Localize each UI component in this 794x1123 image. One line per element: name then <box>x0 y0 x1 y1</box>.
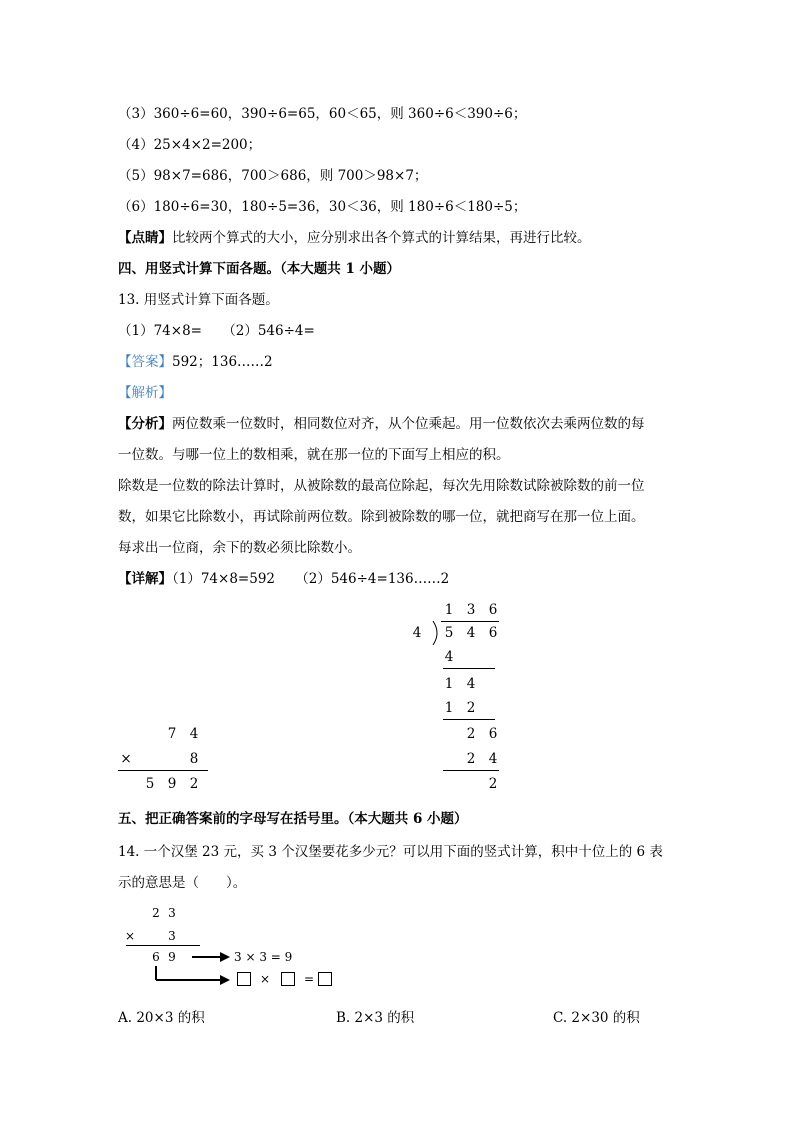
division-step-digit: 4 <box>444 649 454 665</box>
text-line: （6）180÷6=30，180÷5=36，30＜36，则 180÷6＜180÷5； <box>118 199 527 215</box>
answer-tag: 【答案】 <box>118 354 172 370</box>
dianjing-tag: 【点睛】 <box>118 230 172 246</box>
option-c[interactable]: C. 2×30 的积 <box>553 1010 640 1026</box>
division-step-digit: 4 <box>466 676 476 692</box>
section-4-title: 四、用竖式计算下面各题。（本大题共 1 小题） <box>118 261 401 277</box>
mult-rule <box>118 770 208 771</box>
division-step-digit: 2 <box>466 726 476 742</box>
division-step-digit: 6 <box>488 726 498 742</box>
mult-digit: 5 <box>145 776 155 792</box>
q13-stem: 13. 用竖式计算下面各题。 <box>118 292 279 308</box>
dividend-digit: 4 <box>466 625 476 641</box>
fig-digit: 3 <box>168 929 176 943</box>
division-bracket <box>431 621 443 645</box>
quotient-digit: 1 <box>444 602 454 618</box>
blank-box <box>237 972 251 986</box>
division-rule <box>443 668 495 669</box>
text-line: （4）25×4×2=200； <box>118 137 262 153</box>
fenxi-line: 除数是一位数的除法计算时，从被除数的最高位除起，每次先用除数试除被除数的前一位 <box>118 478 645 494</box>
dianjing-text: 比较两个算式的大小，应分别求出各个算式的计算结果，再进行比较。 <box>172 230 591 246</box>
mult-digit: 2 <box>189 776 199 792</box>
fenxi-line: 数，如果它比除数小，再试除前两位数。除到被除数的哪一位，就把商写在那一位上面。 <box>118 509 645 525</box>
fig-times: × <box>260 972 271 986</box>
dividend-digit: 5 <box>444 625 454 641</box>
fenxi-text: 两位数乘一位数时，相同数位对齐，从个位乘起。用一位数依次去乘两位数的每 <box>172 416 645 432</box>
answer-text: 592；136……2 <box>172 354 273 370</box>
blank-box <box>281 972 295 986</box>
fenxi-line: 一位数。与哪一位上的数相乘，就在那一位的下面写上相应的积。 <box>118 447 510 463</box>
division-rule <box>443 719 495 720</box>
mult-digit: 7 <box>167 726 177 742</box>
mult-sign: × <box>120 751 132 767</box>
fenxi-line: 每求出一位商，余下的数必须比除数小。 <box>118 540 361 556</box>
division-step-digit: 2 <box>466 751 476 767</box>
blank-box <box>318 972 332 986</box>
divisor-digit: 4 <box>412 625 422 641</box>
mult-digit: 8 <box>189 751 199 767</box>
mult-digit: 4 <box>189 726 199 742</box>
fig-equation: 3 × 3 = 9 <box>234 950 293 964</box>
division-rule <box>443 770 499 771</box>
jiexi-tag: 【解析】 <box>118 385 172 401</box>
quotient-digit: 6 <box>488 602 498 618</box>
xiangjie-paragraph <box>118 569 449 589</box>
fenxi-paragraph <box>118 414 645 434</box>
text-line: （5）98×7=686，700＞686，则 700＞98×7； <box>118 168 428 184</box>
fenxi-tag: 【分析】 <box>118 416 172 432</box>
fig-equals: = <box>304 972 315 986</box>
dianjing-paragraph <box>118 228 591 248</box>
remainder-digit: 2 <box>488 776 498 792</box>
fig-digit: 6 <box>152 950 160 964</box>
division-step-digit: 4 <box>488 751 498 767</box>
text-line: （3）360÷6=60，390÷6=65，60＜65，则 360÷6＜390÷6； <box>118 106 527 122</box>
fig-arrows <box>150 948 240 988</box>
fig-digit: 2 <box>152 906 160 920</box>
dividend-digit: 6 <box>488 625 498 641</box>
q14-stem: 14. 一个汉堡 23 元，买 3 个汉堡要花多少元？可以用下面的竖式计算，积中十位上的 6 表 <box>118 844 663 860</box>
xiangjie-tag: 【详解】 <box>118 571 172 587</box>
quotient-digit: 3 <box>466 602 476 618</box>
fig-rule <box>126 945 200 946</box>
option-a[interactable]: A. 20×3 的积 <box>118 1010 205 1026</box>
option-b[interactable]: B. 2×3 的积 <box>336 1010 415 1026</box>
division-top-rule <box>441 621 499 622</box>
fig-sign: × <box>124 929 136 943</box>
division-step-digit: 2 <box>466 700 476 716</box>
division-step-digit: 1 <box>444 676 454 692</box>
fig-digit: 3 <box>168 906 176 920</box>
mult-digit: 9 <box>167 776 177 792</box>
fig-digit: 9 <box>168 950 176 964</box>
q13-parts: （1）74×8= （2）546÷4= <box>118 323 315 339</box>
xiangjie-text: （1）74×8=592 （2）546÷4=136……2 <box>172 571 450 587</box>
q13-answer <box>118 352 273 372</box>
section-5-title: 五、把正确答案前的字母写在括号里。（本大题共 6 小题） <box>118 811 468 827</box>
division-step-digit: 1 <box>444 700 454 716</box>
q14-stem: 示的意思是（ ）。 <box>118 875 247 891</box>
